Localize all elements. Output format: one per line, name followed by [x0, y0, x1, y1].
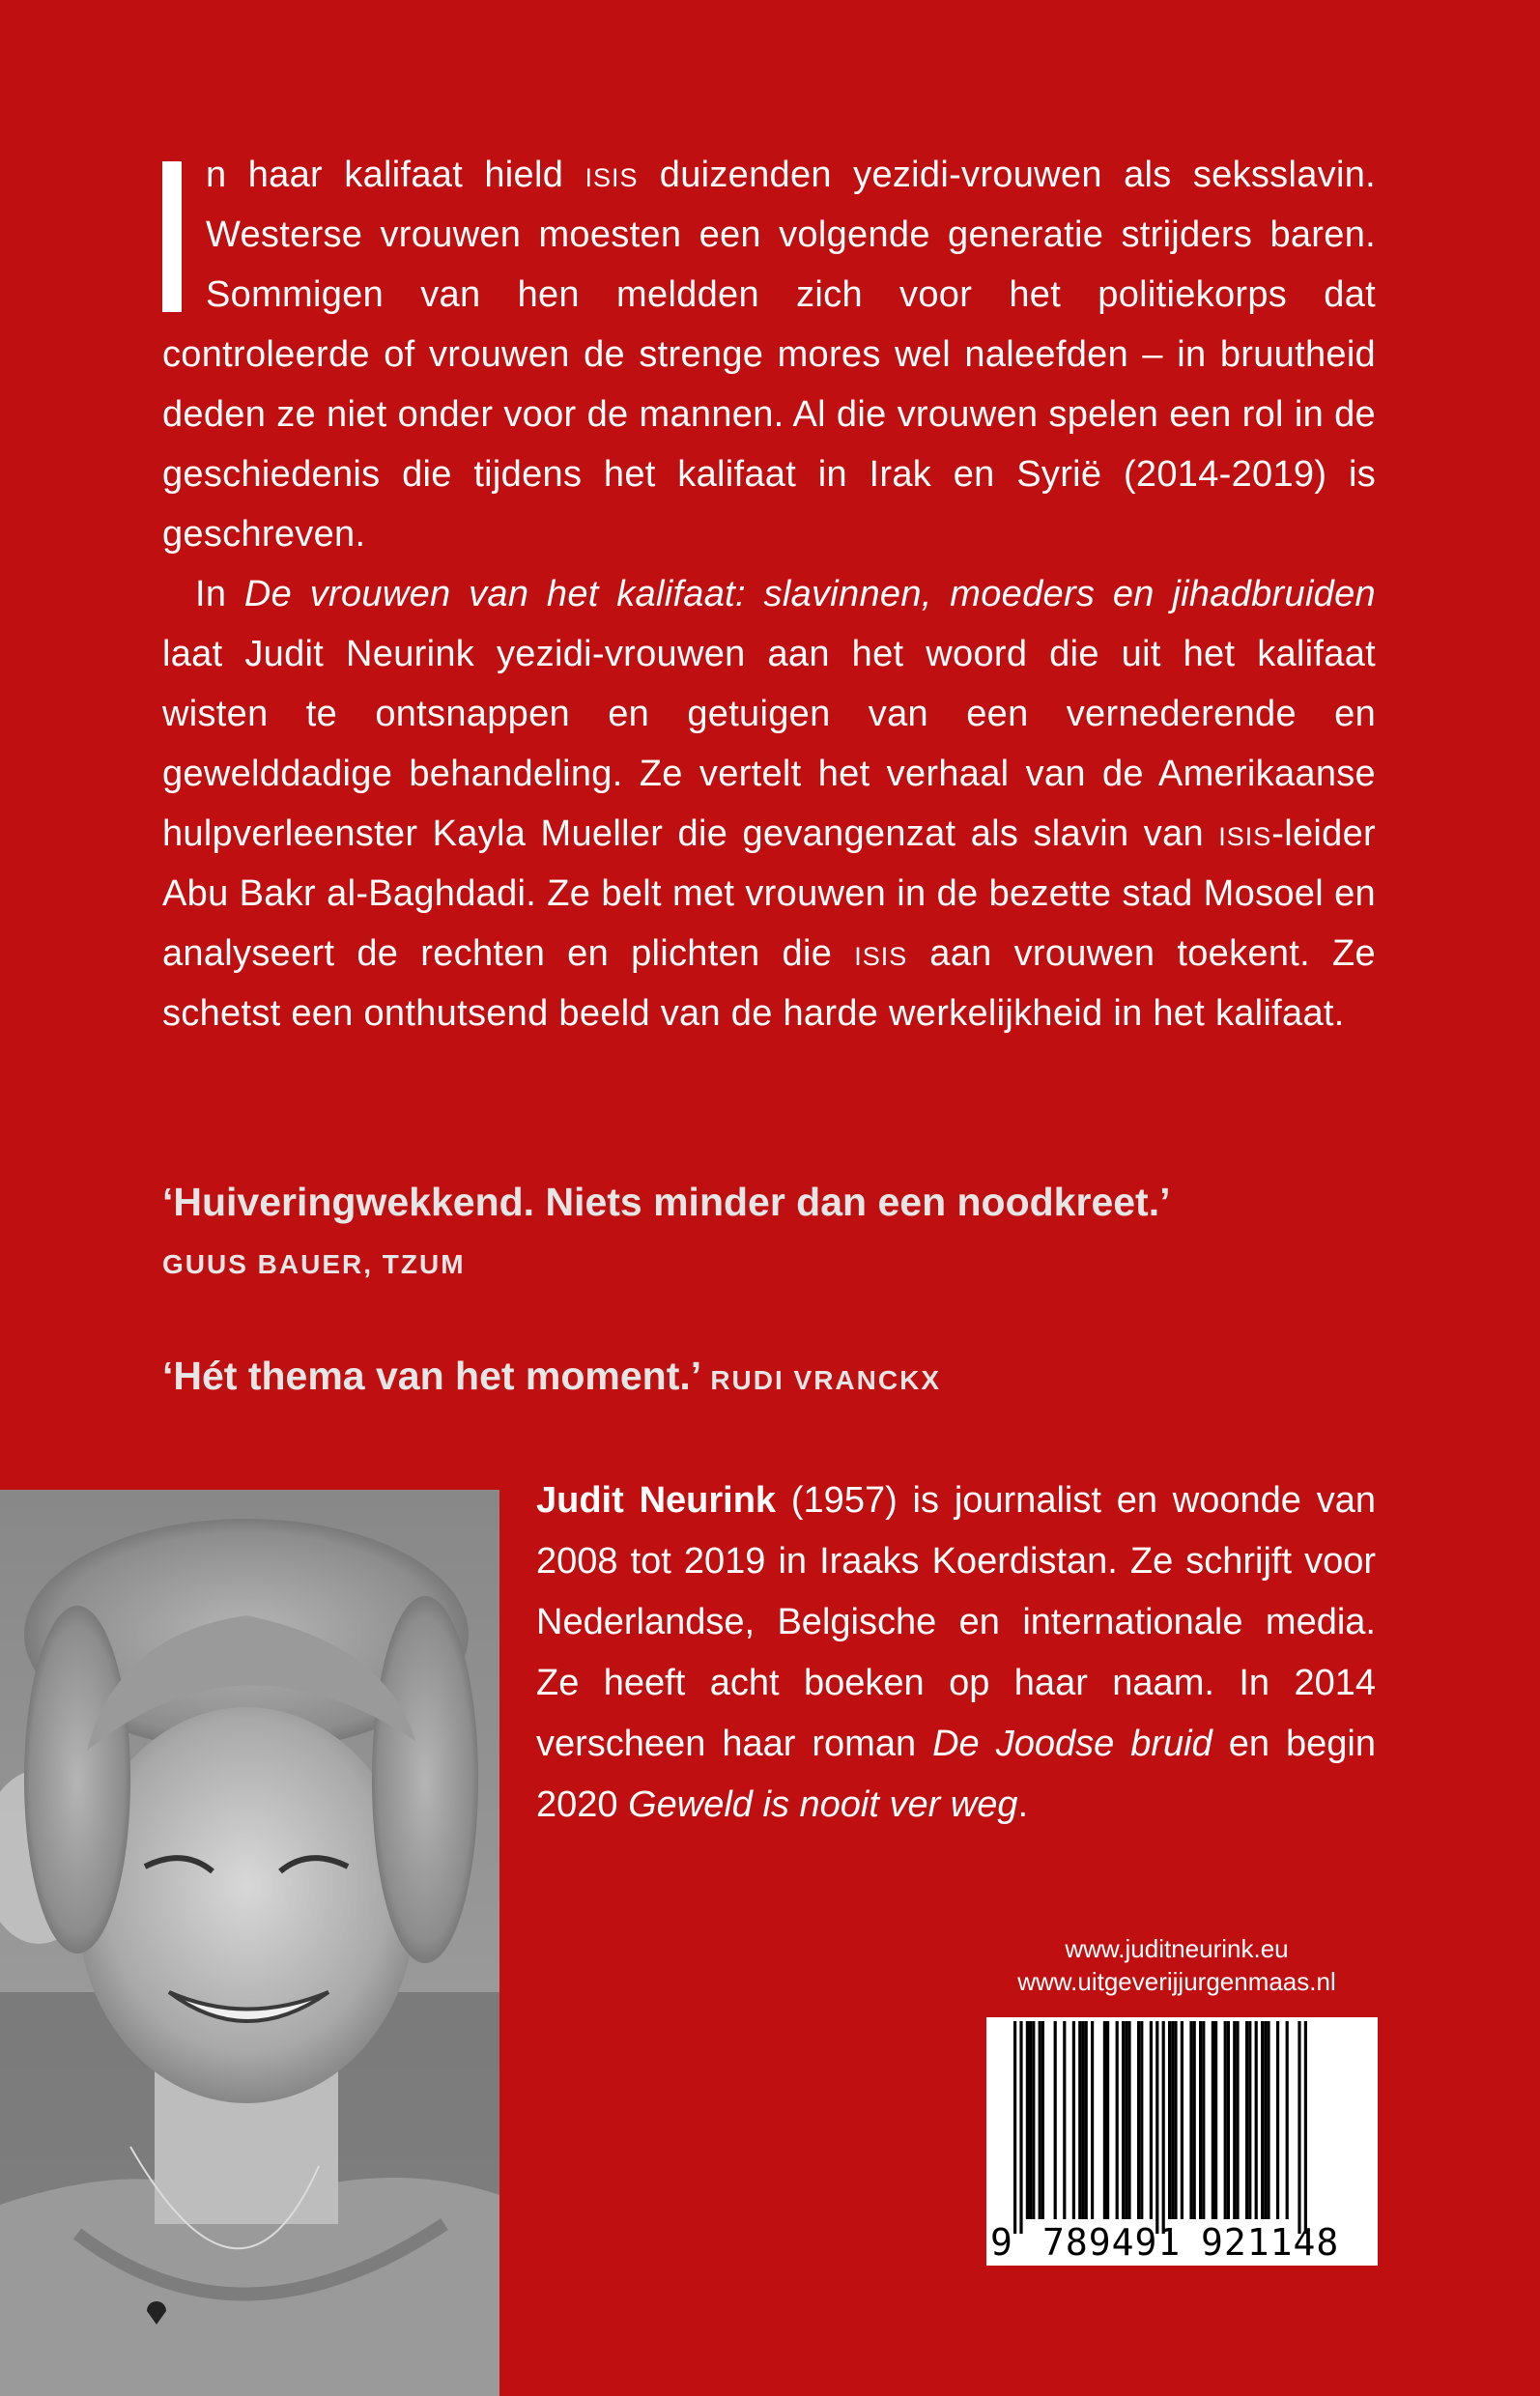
- barcode-bar: [1233, 2021, 1236, 2219]
- barcode-bar: [1085, 2021, 1088, 2219]
- review-quote-2-text: ‘Hét thema van het moment.’: [162, 1354, 699, 1398]
- author-bio: [536, 1470, 1376, 1836]
- barcode-bar: [1122, 2021, 1125, 2219]
- isbn-digits-right: 921148: [1201, 2221, 1340, 2264]
- blurb-p1-text-1: n haar kalifaat hield: [206, 155, 585, 195]
- isis-abbr: isis: [1218, 813, 1272, 854]
- bio-text-1: (1957) is journalist en woonde van 2008 tot 2019 in Iraaks Koerdistan. Ze schrijft voor Nederlandse, Belgische en internationale media. Ze heeft acht boeken op haar naam. In 2014 verscheen haar roman: [536, 1480, 1376, 1764]
- barcode-bar: [1181, 2021, 1184, 2219]
- review-source-1: GUUS BAUER, TZUM: [162, 1249, 466, 1279]
- barcode-bar: [1227, 2021, 1230, 2219]
- barcode-bar: [1013, 2021, 1016, 2234]
- blurb-p2-text-2: laat Judit Neurink yezidi-vrouwen aan het woord die uit het kalifaat wisten te ontsnappen en getuigen van een vernederende en gewelddadige behandeling. Ze vertelt het verhaal van de Amerikaanse hulpverleenster Kayla Mueller die gevangenzat als slavin van: [162, 634, 1376, 854]
- author-bio-paragraph: [536, 1470, 1376, 1836]
- review-quote-1: ‘Huiveringwekkend. Niets minder dan een noodkreet.’: [162, 1180, 1171, 1224]
- blurb-p2-text-4: aan vrouwen toekent. Ze schetst een onthutsend beeld van de harde werkelijkheid in het kalifaat.: [162, 933, 1376, 1034]
- barcode-bar: [1041, 2021, 1044, 2219]
- barcode-bar: [1189, 2021, 1192, 2219]
- barcode-bar: [1150, 2021, 1153, 2219]
- author-photo: [0, 1490, 499, 2396]
- author-portrait-image: [0, 1490, 499, 2396]
- barcode-bar: [1212, 2021, 1214, 2219]
- barcode-bar: [1168, 2021, 1171, 2219]
- barcode-bar: [1193, 2021, 1196, 2219]
- barcode-bar: [1298, 2021, 1300, 2234]
- isis-abbr: isis: [854, 933, 908, 974]
- blurb-p1-text-2: duizenden yezidi-vrouwen als seksslavin. Westerse vrouwen moesten een volgende generatie strijders baren. Sommigen van hen meldden zich voor het politiekorps dat controleerde of vrouwen de strenge mores wel naleefden – in bruutheid deden ze niet onder voor de mannen. Al die vrouwen spelen een rol in de geschiedenis die tijdens het kalifaat in Irak en Syrië (2014-2019) is geschreven.: [162, 155, 1376, 555]
- publisher-website-link[interactable]: www.uitgeverijjurgenmaas.nl: [1017, 1967, 1336, 1996]
- barcode-bar: [1171, 2021, 1174, 2219]
- blurb-text: [162, 145, 1376, 1043]
- barcode-bar: [1199, 2021, 1202, 2219]
- barcode-bar: [1155, 2021, 1158, 2234]
- barcode-bar: [1054, 2021, 1057, 2219]
- isbn-digit-first: 9: [990, 2221, 1012, 2264]
- barcode-bar: [1264, 2021, 1267, 2219]
- barcode-bar: [1214, 2021, 1217, 2219]
- barcode-bar: [1304, 2021, 1307, 2234]
- barcode-bar: [1116, 2021, 1119, 2219]
- website-links: [976, 1932, 1378, 1998]
- barcode-bar: [1103, 2021, 1106, 2219]
- barcode-bar: [1202, 2021, 1205, 2219]
- blurb-paragraph-2: [162, 564, 1376, 1043]
- barcode-bar: [1174, 2021, 1177, 2219]
- isbn-barcode: [986, 2017, 1378, 2266]
- book-title: De vrouwen van het kalifaat: slavinnen, moeders en jihadbruiden: [243, 574, 1376, 614]
- bio-book-title-1: De Joodse bruid: [932, 1724, 1212, 1764]
- barcode-bar: [1276, 2021, 1279, 2219]
- barcode-bar: [1245, 2021, 1248, 2219]
- drop-cap: [162, 161, 182, 312]
- barcode-bar: [1224, 2021, 1227, 2219]
- barcode-bar: [1029, 2021, 1032, 2219]
- barcode-bar: [1026, 2021, 1029, 2219]
- barcode-bar: [1125, 2021, 1127, 2219]
- barcode-bar: [1081, 2021, 1084, 2219]
- author-website-link[interactable]: www.juditneurink.eu: [1065, 1934, 1289, 1963]
- blurb-p2-text-3: -leider Abu Bakr al-Baghdadi. Ze belt met vrouwen in de bezette stad Mosoel en analyseert de rechten en plichten die: [162, 813, 1376, 974]
- barcode-bar: [1127, 2021, 1130, 2219]
- barcode-bar: [1248, 2021, 1251, 2219]
- author-name: Judit Neurink: [536, 1480, 777, 1521]
- barcode-bar: [1072, 2021, 1075, 2219]
- barcode-bar: [1078, 2021, 1081, 2219]
- isbn-digits-left: 789491: [1042, 2221, 1182, 2264]
- barcode-bar: [1039, 2021, 1041, 2219]
- barcode-bar: [1091, 2021, 1094, 2219]
- blurb-p2-text-1: In: [195, 574, 244, 614]
- barcode-bar: [1032, 2021, 1035, 2219]
- bio-text-3: .: [1017, 1784, 1029, 1825]
- bio-book-title-2: Geweld is nooit ver weg: [628, 1784, 1018, 1825]
- barcode-bar: [1063, 2021, 1066, 2219]
- isis-abbr: isis: [585, 155, 639, 195]
- barcode-bar: [1267, 2021, 1269, 2219]
- barcode-bar: [1236, 2021, 1239, 2219]
- bio-text-2: en begin 2020: [536, 1724, 1376, 1825]
- blurb-paragraph-1: [162, 145, 1376, 564]
- barcode-bar: [1261, 2021, 1264, 2219]
- review-source-2: RUDI VRANCKX: [710, 1365, 941, 1395]
- review-quote-2: [162, 1351, 941, 1406]
- barcode-bar: [1286, 2021, 1289, 2219]
- barcode-bar: [1140, 2021, 1143, 2219]
- barcode-bar: [1019, 2021, 1022, 2234]
- barcode-bar: [1137, 2021, 1140, 2219]
- barcode-bar: [1162, 2021, 1165, 2234]
- barcode-bar: [1255, 2021, 1258, 2219]
- barcode-bar: [1106, 2021, 1109, 2219]
